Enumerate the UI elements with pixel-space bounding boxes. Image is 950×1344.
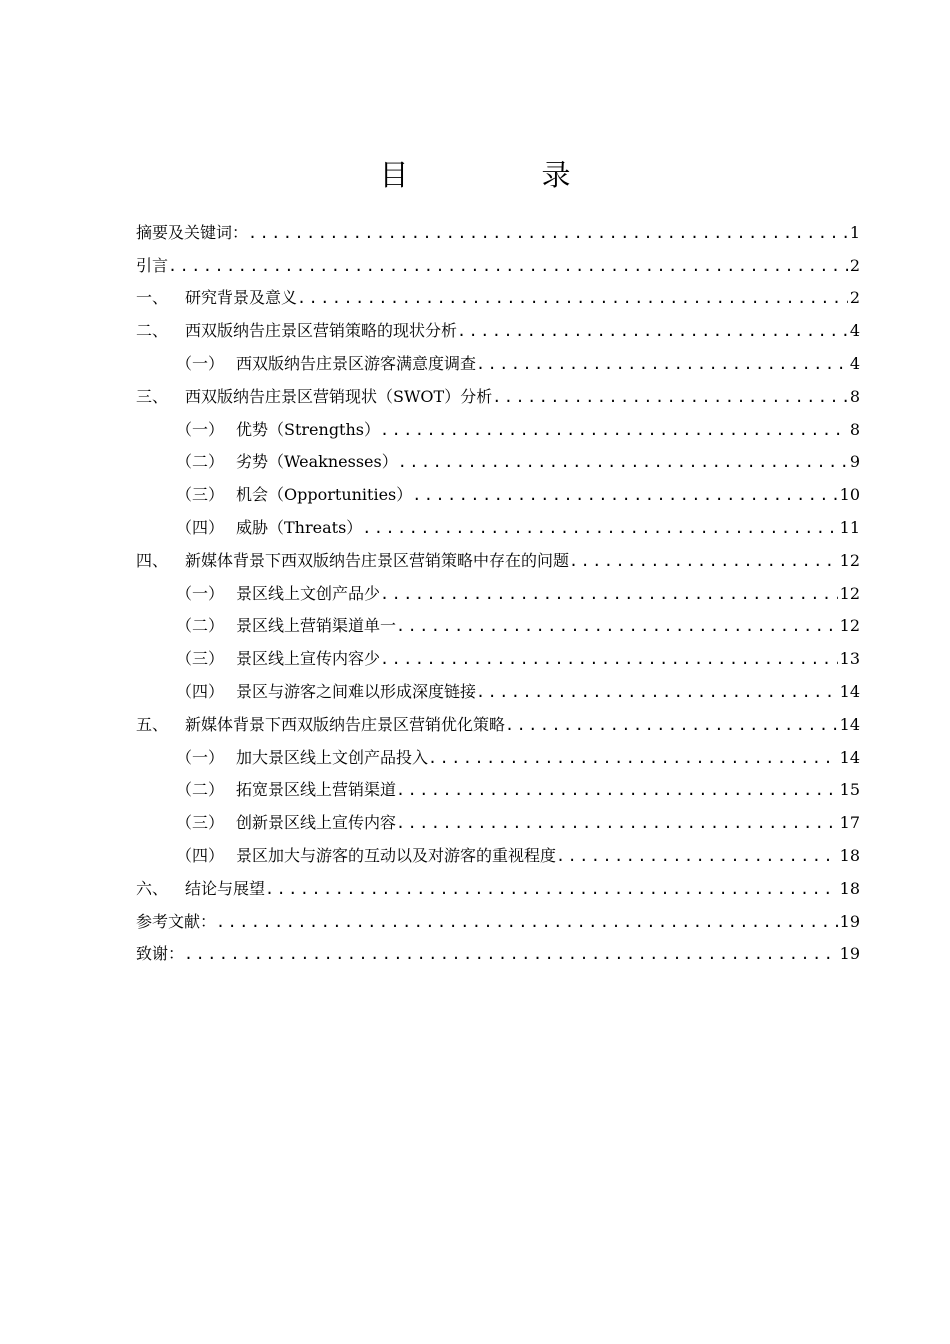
toc-dot-leader [398,451,848,473]
toc-entry-label: 结论与展望 [185,878,266,898]
toc-dot-leader [380,648,838,670]
toc-entry[interactable] [136,211,860,244]
toc-entry[interactable] [136,933,860,966]
toc-entry-page-number: 18 [839,878,860,898]
toc-entry-page-number: 14 [839,747,860,767]
toc-dot-leader [476,353,848,375]
toc-dot-leader [184,943,838,965]
toc-entry[interactable] [136,539,860,572]
toc-entry-page-number: 8 [849,419,860,439]
toc-entry-label: 摘要及关键词： [136,222,249,242]
toc-entry[interactable] [136,834,860,867]
toc-entry[interactable] [136,506,860,539]
toc-entry-number: （三） [176,485,225,505]
toc-entry-page-number: 11 [839,517,860,537]
toc-entry-label: 拓宽景区线上营销渠道 [236,780,397,800]
toc-entry-label: 新媒体背景下西双版纳告庄景区营销优化策略 [185,714,506,734]
toc-dot-leader [505,714,838,736]
toc-entry-label: 研究背景及意义 [185,288,298,308]
toc-dot-leader [556,845,838,867]
toc-entry[interactable] [136,473,860,506]
toc-entry-number: 二、 [136,321,169,341]
toc-dot-leader [476,681,838,703]
toc-entry[interactable] [136,441,860,474]
toc-entry[interactable] [136,408,860,441]
toc-dot-leader [168,255,848,277]
toc-entry-page-number: 19 [839,944,860,964]
toc-entry-label: 西双版纳告庄景区营销策略的现状分析 [185,321,458,341]
toc-entry-number: 四、 [136,550,169,570]
toc-dot-leader [396,812,838,834]
toc-title: 目 录 [379,158,623,192]
toc-entry[interactable] [136,637,860,670]
toc-entry-page-number: 18 [839,845,860,865]
toc-entry-number: （四） [176,845,225,865]
toc-entry-number: （二） [176,452,225,472]
toc-entry-label: 引言 [136,255,169,275]
toc-entry[interactable] [136,309,860,342]
toc-entry-page-number: 12 [839,616,860,636]
toc-entry-number: （一） [176,353,225,373]
toc-entry-number: （三） [176,813,225,833]
toc-entry-page-number: 12 [839,550,860,570]
toc-dot-leader [216,911,838,933]
toc-entry[interactable] [136,375,860,408]
toc-entry-label: 参考文献： [136,911,217,931]
toc-dot-leader [297,287,848,309]
toc-entry-page-number: 2 [849,288,860,308]
toc-dot-leader [248,222,848,244]
toc-entry[interactable] [136,703,860,736]
toc-entry[interactable] [136,670,860,703]
toc-dot-leader [362,517,837,539]
toc-entry-page-number: 4 [849,353,860,373]
toc-entry-label: 机会（Opportunities） [236,485,413,505]
toc-entry-label: 景区线上文创产品少 [236,583,381,603]
toc-entry[interactable] [136,244,860,277]
toc-dot-leader [265,878,838,900]
toc-entry-number: 六、 [136,878,169,898]
toc-entry[interactable] [136,572,860,605]
toc-entry[interactable] [136,900,860,933]
toc-dot-leader [457,320,848,342]
toc-entry-number: （一） [176,583,225,603]
toc-entry-number: 五、 [136,714,169,734]
toc-dot-leader [569,550,838,572]
toc-dot-leader [396,779,838,801]
toc-dot-leader [492,386,848,408]
toc-entry-label: 新媒体背景下西双版纳告庄景区营销策略中存在的问题 [185,550,570,570]
toc-entry-number: 一、 [136,288,169,308]
toc-entry-label: 威胁（Threats） [236,517,363,537]
toc-entry-page-number: 4 [849,321,860,341]
toc-entry-page-number: 13 [839,649,860,669]
toc-entry[interactable] [136,867,860,900]
toc-entry-number: （二） [176,780,225,800]
toc-entry-page-number: 14 [839,714,860,734]
toc-entry-number: （四） [176,517,225,537]
toc-entry[interactable] [136,769,860,802]
toc-entry-number: （四） [176,681,225,701]
toc-entry-page-number: 14 [839,681,860,701]
toc-entry-page-number: 17 [839,813,860,833]
toc-dot-leader [428,747,838,769]
toc-entry-label: 景区加大与游客的互动以及对游客的重视程度 [236,845,557,865]
toc-entry-page-number: 8 [849,386,860,406]
toc-entry-page-number: 10 [839,485,860,505]
toc-entry[interactable] [136,342,860,375]
toc-entry-label: 加大景区线上文创产品投入 [236,747,429,767]
toc-entry-label: 优势（Strengths） [236,419,381,439]
toc-dot-leader [380,583,838,605]
toc-entry-label: 西双版纳告庄景区游客满意度调查 [236,353,477,373]
toc-dot-leader [396,615,838,637]
toc-entry-label: 劣势（Weaknesses） [236,452,398,472]
toc-entry-number: 三、 [136,386,169,406]
toc-entry-number: （一） [176,419,225,439]
toc-entry-number: （一） [176,747,225,767]
toc-entry-label: 景区与游客之间难以形成深度链接 [236,681,477,701]
toc-entry-label: 创新景区线上宣传内容 [236,813,397,833]
toc-entry[interactable] [136,277,860,310]
toc-entry-number: （三） [176,649,225,669]
toc-entry-page-number: 12 [839,583,860,603]
toc-entry[interactable] [136,736,860,769]
toc-entry-label: 景区线上营销渠道单一 [236,616,397,636]
toc-list [136,211,860,965]
toc-entry[interactable] [136,801,860,834]
toc-entry-page-number: 15 [839,780,860,800]
toc-entry-page-number: 1 [849,222,860,242]
toc-entry-label: 致谢： [136,944,185,964]
toc-dot-leader [380,419,848,441]
toc-entry[interactable] [136,605,860,638]
toc-entry-label: 景区线上宣传内容少 [236,649,381,669]
toc-entry-label: 西双版纳告庄景区营销现状（SWOT）分析 [185,386,493,406]
toc-entry-page-number: 9 [849,452,860,472]
toc-dot-leader [412,484,837,506]
toc-entry-number: （二） [176,616,225,636]
toc-entry-page-number: 2 [849,255,860,275]
toc-entry-page-number: 19 [839,911,860,931]
